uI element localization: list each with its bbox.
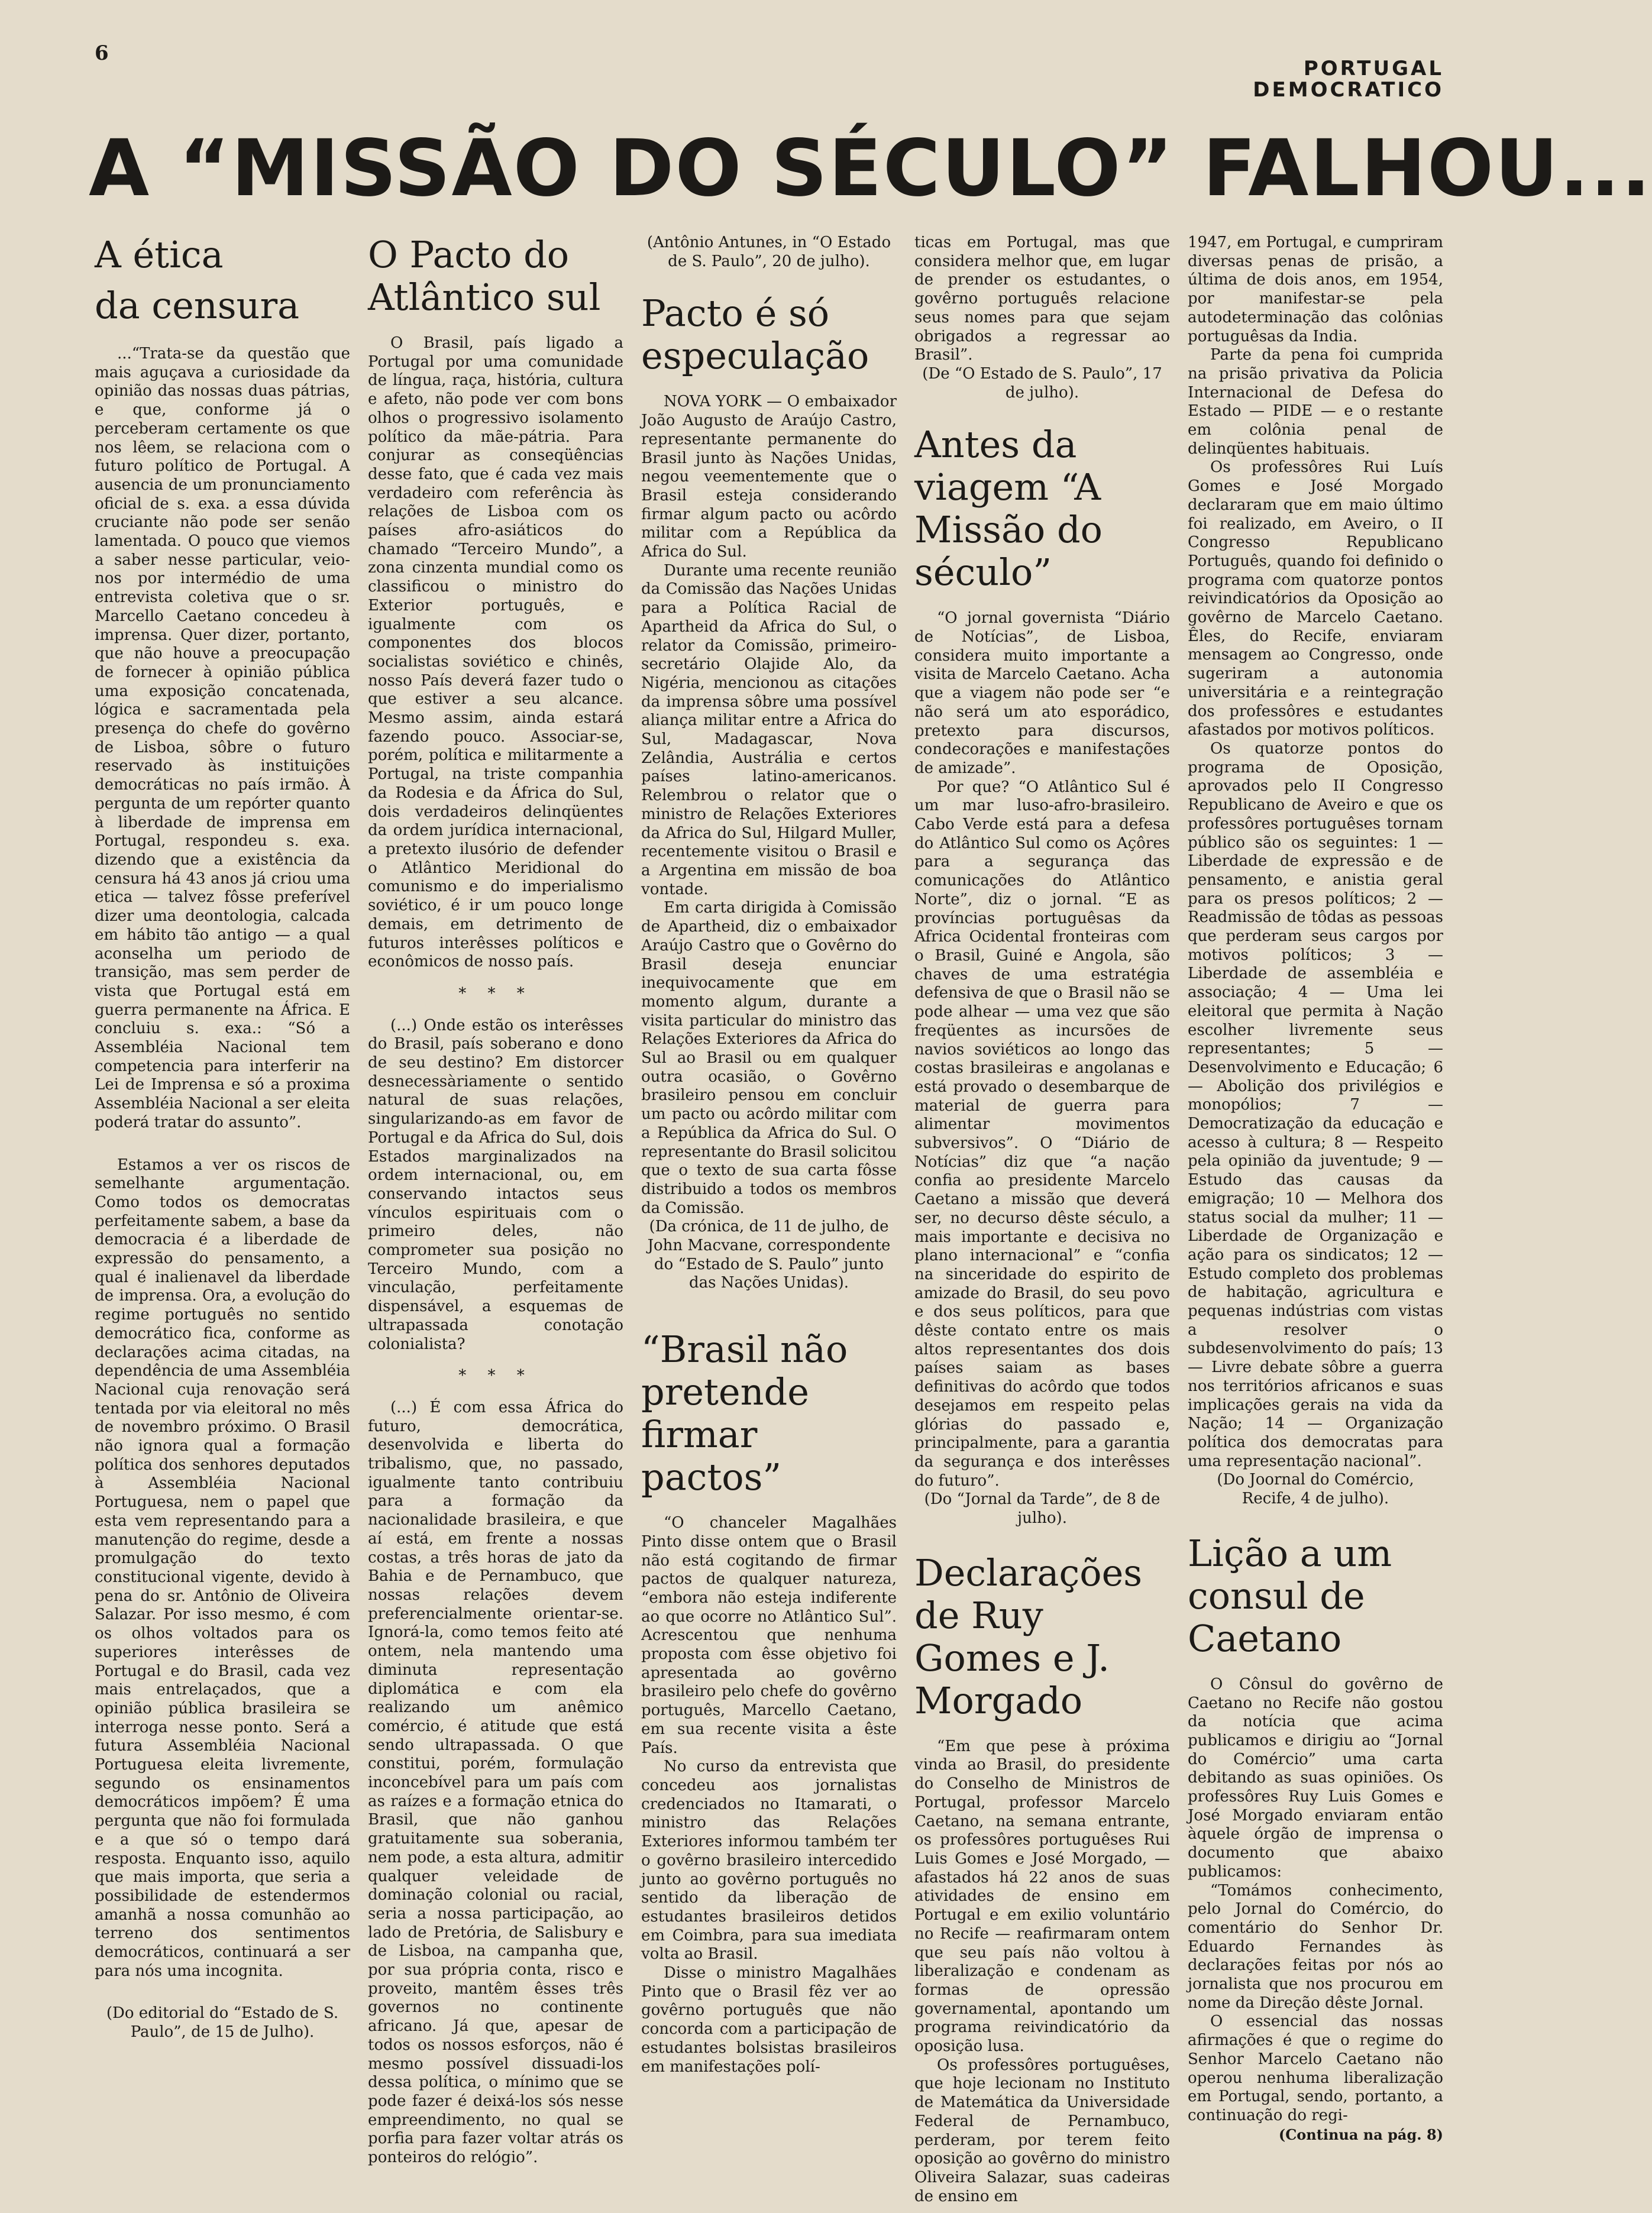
paragraph: “Em que pese à próxima vinda ao Brasil, do presidente do Conselho de Ministros de Portugal, professor Marcelo Caetano, na semana entrante, os professôres portuguêses Rui Luis Gomes e José Morgado, — afastados há 22 anos de suas atividades de ensino em Portugal e em exilio voluntário no Recife — reafirmaram ontem que seu país não voltou à liberalização e condenam as formas de opressão governamental, apontando um programa reivindicatório da oposição lusa. xyxy=(914,1737,1170,2056)
column-1 xyxy=(95,234,350,2185)
headline: A “MISSÃO DO SÉCULO” FALHOU... xyxy=(89,123,1652,214)
paragraph: Os professôres portuguêses, que hoje lecionam no Instituto de Matemática da Universidade Federal de Pernambuco, perderam, por terem feito oposição ao govêrno do ministro Oliveira Salazar, suas cadeiras de ensino em xyxy=(914,2056,1170,2205)
section-divider: * * * xyxy=(458,984,533,1002)
paragraph: No curso da entrevista que concedeu aos jornalistas credenciados no Itamarati, o ministro das Relações Exteriores informou também ter o govêrno brasileiro intercedido junto ao govêrno português no sentido da liberação de estudantes brasileiros detidos em Coimbra, para sua imediata volta ao Brasil. xyxy=(641,1758,897,1963)
masthead-line-2: DEMOCRATICO xyxy=(1253,78,1444,102)
paragraph: O Brasil, país ligado a Portugal por uma comunidade de língua, raça, história, cultura e afeto, não pode ver com bons olhos o progressivo isolamento político da mãe-pátria. Para conjurar as conseqüências desse fato, que é cada vez mais verdadeiro com referência às relações de Lisboa com os países afro-asiáticos do chamado “Terceiro Mundo”, a zona cinzenta mundial como os classificou o ministro do Exterior português, e igualmente com os componentes dos blocos socialistas soviético e chinês, nosso País deverá fazer tudo o que estiver a seu alcance. Mesmo assim, ainda estará fazendo pouco. Associar-se, porém, política e militarmente a Portugal, na triste companhia da Rodesia e da África do Sul, dois verdadeiros delinqüentes da ordem jurídica internacional, a pretexto ilusório de defender o Atlântico Meridional do comunismo e do imperialismo soviético, é ir um pouco longe demais, em detrimento de futuros interêsses políticos e econômicos de nosso país. xyxy=(368,334,623,971)
page-number: 6 xyxy=(95,41,109,65)
paragraph: NOVA YORK — O embaixador João Augusto de Araújo Castro, representante permanente do Brasil junto às Nações Unidas, negou veementemente que o Brasil esteja considerando firmar algum pacto ou acôrdo militar com a República da Africa do Sul. xyxy=(641,393,897,561)
paragraph: (...) Onde estão os interêsses do Brasil, país soberano e dono de seu destino? Em distorcer desnecessàriamente o sentido natural de suas relações, singularizando-as em favor de Portugal e da Africa do Sul, dois Estados marginalizados na ordem internacional, ou, em conservando intactos seus vínculos espirituais com o primeiro deles, não comprometer sua posição no Terceiro Mundo, com a vinculação, perfeitamente dispensável, a esquemas de ultrapassada conotação colonialista? xyxy=(368,1016,623,1353)
paragraph: Parte da pena foi cumprida na prisão privativa da Policia Internacional de Defesa do Estado — PIDE — e o restante em colônia penal de delinqüentes habituais. xyxy=(1188,346,1443,458)
article-title-brasil-nao-pretende: “Brasil não pretende firmar pactos” xyxy=(641,1328,848,1499)
source-citation: (Da crónica, de 11 de julho, de John Macvane, correspondente do “Estado de S. Paulo” junto das Nações Unidas). xyxy=(647,1218,891,1292)
paragraph: Disse o ministro Magalhães Pinto que o Brasil fêz ver ao govêrno português que não concorda com a participação de estudantes bolsistas brasileiros em manifestações polí- xyxy=(641,1964,897,2076)
paragraph: Em carta dirigida à Comissão de Apartheid, diz o embaixador Araújo Castro que o Govêrno do Brasil deseja enunciar inequivocamente que em momento algum, durante a visita particular do ministro das Relações Exteriores da Africa do Sul ao Brasil ou em qualquer outra ocasião, o Govêrno brasileiro pensou em concluir um pacto ou acôrdo militar com a República da Africa do Sul. O representante do Brasil solicitou que o texto de sua carta fôsse distribuido a todos os membros da Comissão. xyxy=(641,899,897,1217)
paragraph: O Cônsul do govêrno de Caetano no Recife não gostou da notícia que acima publicamos e dirigiu ao “Jornal do Comércio” uma carta debitando as suas opiniões. Os professôres Ruy Luis Gomes e José Morgado enviaram então àquele órgão de imprensa o documento que abaixo publicamos: xyxy=(1188,1675,1443,1881)
paragraph: (...) É com essa África do futuro, democrática, desenvolvida e liberta do tribalismo, que, no passado, igualmente tanto contribuiu para a formação da nacionalidade brasileira, e que aí está, em frente a nossas costas, a três horas de jato da Bahia e de Pernambuco, que nossas relações devem preferencialmente orientar-se. Ignorá-la, como temos feito até ontem, nela mantendo uma diminuta representação diplomática e com ela realizando um anêmico comércio, é atitude que está sendo ultrapassada. O que constitui, porém, formulação inconcebível para um país com as raízes e a formação etnica do Brasil, que não ganhou gratuitamente sua soberania, nem pode, a esta altura, admitir qualquer veleidade de dominação colonial ou racial, seria a nossa participação, ao lado de Pretória, de Salisbury e de Lisboa, na campanha que, por sua própria conta, risco e proveito, mantêm êsses três governos no continente africano. Já que, apesar de todos os nossos esforços, não é mesmo possível dissuadi-los dessa política, o mínimo que se pode fazer é deixá-los sós nesse empreendimento, no qual se porfia para fazer voltar atrás os ponteiros do relógio”. xyxy=(368,1398,623,2167)
paragraph: ticas em Portugal, mas que considera melhor que, em lugar de prender os estudantes, o govêrno português relacione seus nomes para que sejam obrigados a regressar ao Brasil”. xyxy=(914,234,1170,364)
paragraph: Estamos a ver os riscos de semelhante argumentação. Como todos os democratas perfeitamente sabem, a base da democracia é a liberdade de expressão do pensamento, a qual é inalienavel da liberdade de imprensa. Ora, a evolução do regime português no sentido democrático fica, conforme as declarações acima citadas, na dependência de uma Assembléia Nacional cuja renovação será tentada por via eleitoral no mês de novembro próximo. O Brasil não ignora qual a formação política dos senhores deputados à Assembléia Nacional Portuguesa, nem o papel que esta vem representando para a manutenção do regime, desde a promulgação do texto constitucional vigente, devido à pena do sr. Antônio de Oliveira Salazar. Por isso mesmo, é com os olhos voltados para os superiores interêsses de Portugal e do Brasil, cada vez mais entrelaçados, que a opinião pública brasileira se interroga nesse ponto. Será a futura Assembléia Nacional Portuguesa eleita livremente, segundo os ensinamentos democráticos impõem? É uma pergunta que não foi formulada e a que só o tempo dará resposta. Enquanto isso, aquilo que mais importa, que seria a possibilidade de estendermos amanhã a nossa comunhão ao terreno dos sentimentos democráticos, continuará a ser para nós uma incognita. xyxy=(95,1156,350,1980)
title-line: da censura xyxy=(95,284,300,327)
column-5 xyxy=(1188,234,1443,2185)
source-citation: (Do Joornal do Comércio, Recife, 4 de julho). xyxy=(1217,1471,1414,1508)
article-title-etica xyxy=(95,234,350,327)
section-divider: * * * xyxy=(458,1367,533,1385)
column-4 xyxy=(914,234,1170,2205)
source-citation: (Do “Jornal da Tarde”, de 8 de julho). xyxy=(924,1490,1160,1528)
column-2 xyxy=(368,234,623,2185)
masthead xyxy=(1253,58,1444,101)
title-line: O Pacto do xyxy=(368,233,570,276)
article-title-especulacao xyxy=(641,292,897,377)
paragraph: ...“Trata-se da questão que mais aguçava a curiosidade da opinião das nossas duas pátrias, e que, conforme já o perceberam certamente os que nos lêem, se relaciona com o futuro político de Portugal. A ausencia de um pronunciamento oficial de s. exa. a essa dúvida cruciante não pode ser senão lamentada. O pouco que viemos a saber nesse particular, veio-nos por intermédio de uma entrevista coletiva que o sr. Marcello Caetano concedeu à imprensa. Quer dizer, portanto, que não houve a preocupação de fornecer à opinião pública uma exposição concatenada, lógica e sacramentada pela presença do chefe do govêrno de Lisboa, sôbre o futuro reservado às instituições democráticas no país irmão. À pergunta de um repórter quanto à liberdade de imprensa em Portugal, respondeu s. exa. dizendo que a existência da censura há 43 anos já criou uma etica — talvez fôsse preferível dizer uma deontologia, calcada em hábito tão antigo — a qual aconselha um periodo de transição, mas sem perder de vista que Portugal está em guerra permanente na África. E concluiu s. exa.: “Só a Assembléia Nacional tem competencia para interferir na Lei de Imprensa e só a proxima Assembléia Nacional a ser eleita poderá tratar do assunto”. xyxy=(95,345,350,1131)
article-title-antes-da-viagem: Antes da viagem “A Missão do século” xyxy=(914,423,1103,594)
paragraph: O essencial das nossas afirmações é que o regime do Senhor Marcelo Caetano não operou nenhuma liberalização em Portugal, sendo, portanto, a continuação do regi- xyxy=(1188,2013,1443,2124)
masthead-line-1: PORTUGAL xyxy=(1303,57,1444,80)
title-line: especulação xyxy=(641,334,869,378)
column-3 xyxy=(641,234,897,2185)
article-title-licao: Lição a um consul de Caetano xyxy=(1188,1531,1392,1660)
paragraph: “O jornal governista “Diário de Notícias”, de Lisboa, considera muito importante a visita de Marcelo Caetano. Acha que a viagem não pode ser “e não será um ato esporádico, pretexto para discursos, condecorações e manifestações de amizade”. xyxy=(914,609,1170,777)
paragraph: Os quatorze pontos do programa de Oposição, aprovados pelo II Congresso Republicano de Aveiro e que os professôres portuguêses tornam público são os seguintes: 1 — Liberdade de expressão e de pensamento, e anistia geral para os presos políticos; 2 — Readmissão de tôdas as pessoas que perderam seus cargos por motivos políticos; 3 — Liberdade de assembléia e associação; 4 — Uma lei eleitoral que permita à Nação escolher livremente seus representantes; 5 — Desenvolvimento e Educação; 6 — Abolição dos privilégios e monopólios; 7 — Democratização da educação e acesso à cultura; 8 — Respeito pela opinião da juventude; 9 — Estudo das causas da emigração; 10 — Melhora dos status social da mulher; 11 — Liberdade de Organização e ação para os sindicatos; 12 — Estudo completo dos problemas de habitação, agricultura e pequenas indústrias com vistas a resolver o subdesenvolvimento do país; 13 — Livre debate sôbre a guerra nos territórios africanos e suas implicações gerais na vida da Nação; 14 — Organização política dos democratas para uma representação nacional”. xyxy=(1188,739,1443,1470)
paragraph: Durante uma recente reunião da Comissão das Nações Unidas para a Política Racial de Apartheid da Africa do Sul, o relator da Comissão, primeiro-secretário Olajide Alo, da Nigéria, mencionou as citações da imprensa sôbre uma possível aliança militar entre a Africa do Sul, Madagascar, Nova Zelândia, Austrália e certos países latino-americanos. Relembrou o relator que o ministro de Relações Exteriores da Africa do Sul, Hilgard Muller, recentemente visitou o Brasil e a Argentina em missão de boa vontade. xyxy=(641,561,897,898)
title-line: Pacto é só xyxy=(641,292,830,335)
source-citation: (Antônio Antunes, in “O Estado de S. Paulo”, 20 de julho). xyxy=(646,234,891,270)
title-line: A ética xyxy=(95,233,224,276)
title-line: Atlântico sul xyxy=(368,276,601,319)
article-title-pacto xyxy=(368,234,623,319)
source-citation: (Do editorial do “Estado de S. Paulo”, de 15 de Julho). xyxy=(106,2004,339,2041)
article-title-declaracoes: Declarações de Ruy Gomes e J. Morgado xyxy=(914,1551,1143,1722)
paragraph: Os professôres Rui Luís Gomes e José Morgado declararam que em maio último foi realizado, em Aveiro, o II Congresso Republicano Português, quando foi definido o programa com quatorze pontos reivindicatórios da Oposição ao govêrno de Marcelo Caetano. Êles, do Recife, enviaram mensagem ao Congresso, onde sugeriram a autonomia universitária e a reintegração dos professôres e estudantes afastados por motivos políticos. xyxy=(1188,458,1443,739)
paragraph: “Tomámos conhecimento, pelo Jornal do Comércio, do comentário do Senhor Dr. Eduardo Fernandes às declarações feitas por nós ao jornalista que nos procurou em nome da Direção dêste Jornal. xyxy=(1188,1881,1443,2012)
continuation-note: (Continua na pág. 8) xyxy=(1278,2125,1443,2143)
source-citation: (De “O Estado de S. Paulo”, 17 de julho). xyxy=(922,364,1162,402)
paragraph: Por que? “O Atlântico Sul é um mar luso-afro-brasileiro. Cabo Verde está para a defesa do Atlântico Sul como os Açôres para a segurança das comunicações do Atlântico Norte”, diz o jornal. “E as províncias portuguêsas da Africa Ocidental fronteiras com o Brasil, Guiné e Angola, são chaves de uma estratégia defensiva de que o Brasil não se pode alhear — uma vez que são freqüentes as incursões de navios soviéticos ao longo das costas brasileiras e angolanas e está provado o desembarque de material de guerra para alimentar movimentos subversivos”. O “Diário de Notícias” diz que “a nação confia ao presidente Marcelo Caetano a missão que deverá ser, no decurso dêste século, a mais importante e decisiva no plano internacional” e “confia na sinceridade do espirito de amizade do Brasil, do seu povo e dos seus políticos, para que dêste contato entre os mais altos representantes dos dois países saiam as bases definitivas do acôrdo que todos desejamos em respeito pelas glórias do passado e, principalmente, para a garantia da segurança e dos interêsses do futuro”. xyxy=(914,778,1170,1490)
paragraph: 1947, em Portugal, e cumpriram diversas penas de prisão, a última de dois anos, em 1954, por manifestar-se pela autodeterminação das colônias portuguêsas da India. xyxy=(1188,234,1443,345)
paragraph: “O chanceler Magalhães Pinto disse ontem que o Brasil não está cogitando de firmar pactos de qualquer natureza, “embora não esteja indiferente ao que ocorre no Atlântico Sul”. Acrescentou que nenhuma proposta com êsse objetivo foi apresentada ao govêrno brasileiro pelo chefe do govêrno português, Marcello Caetano, em sua recente visita a êste País. xyxy=(641,1514,897,1757)
